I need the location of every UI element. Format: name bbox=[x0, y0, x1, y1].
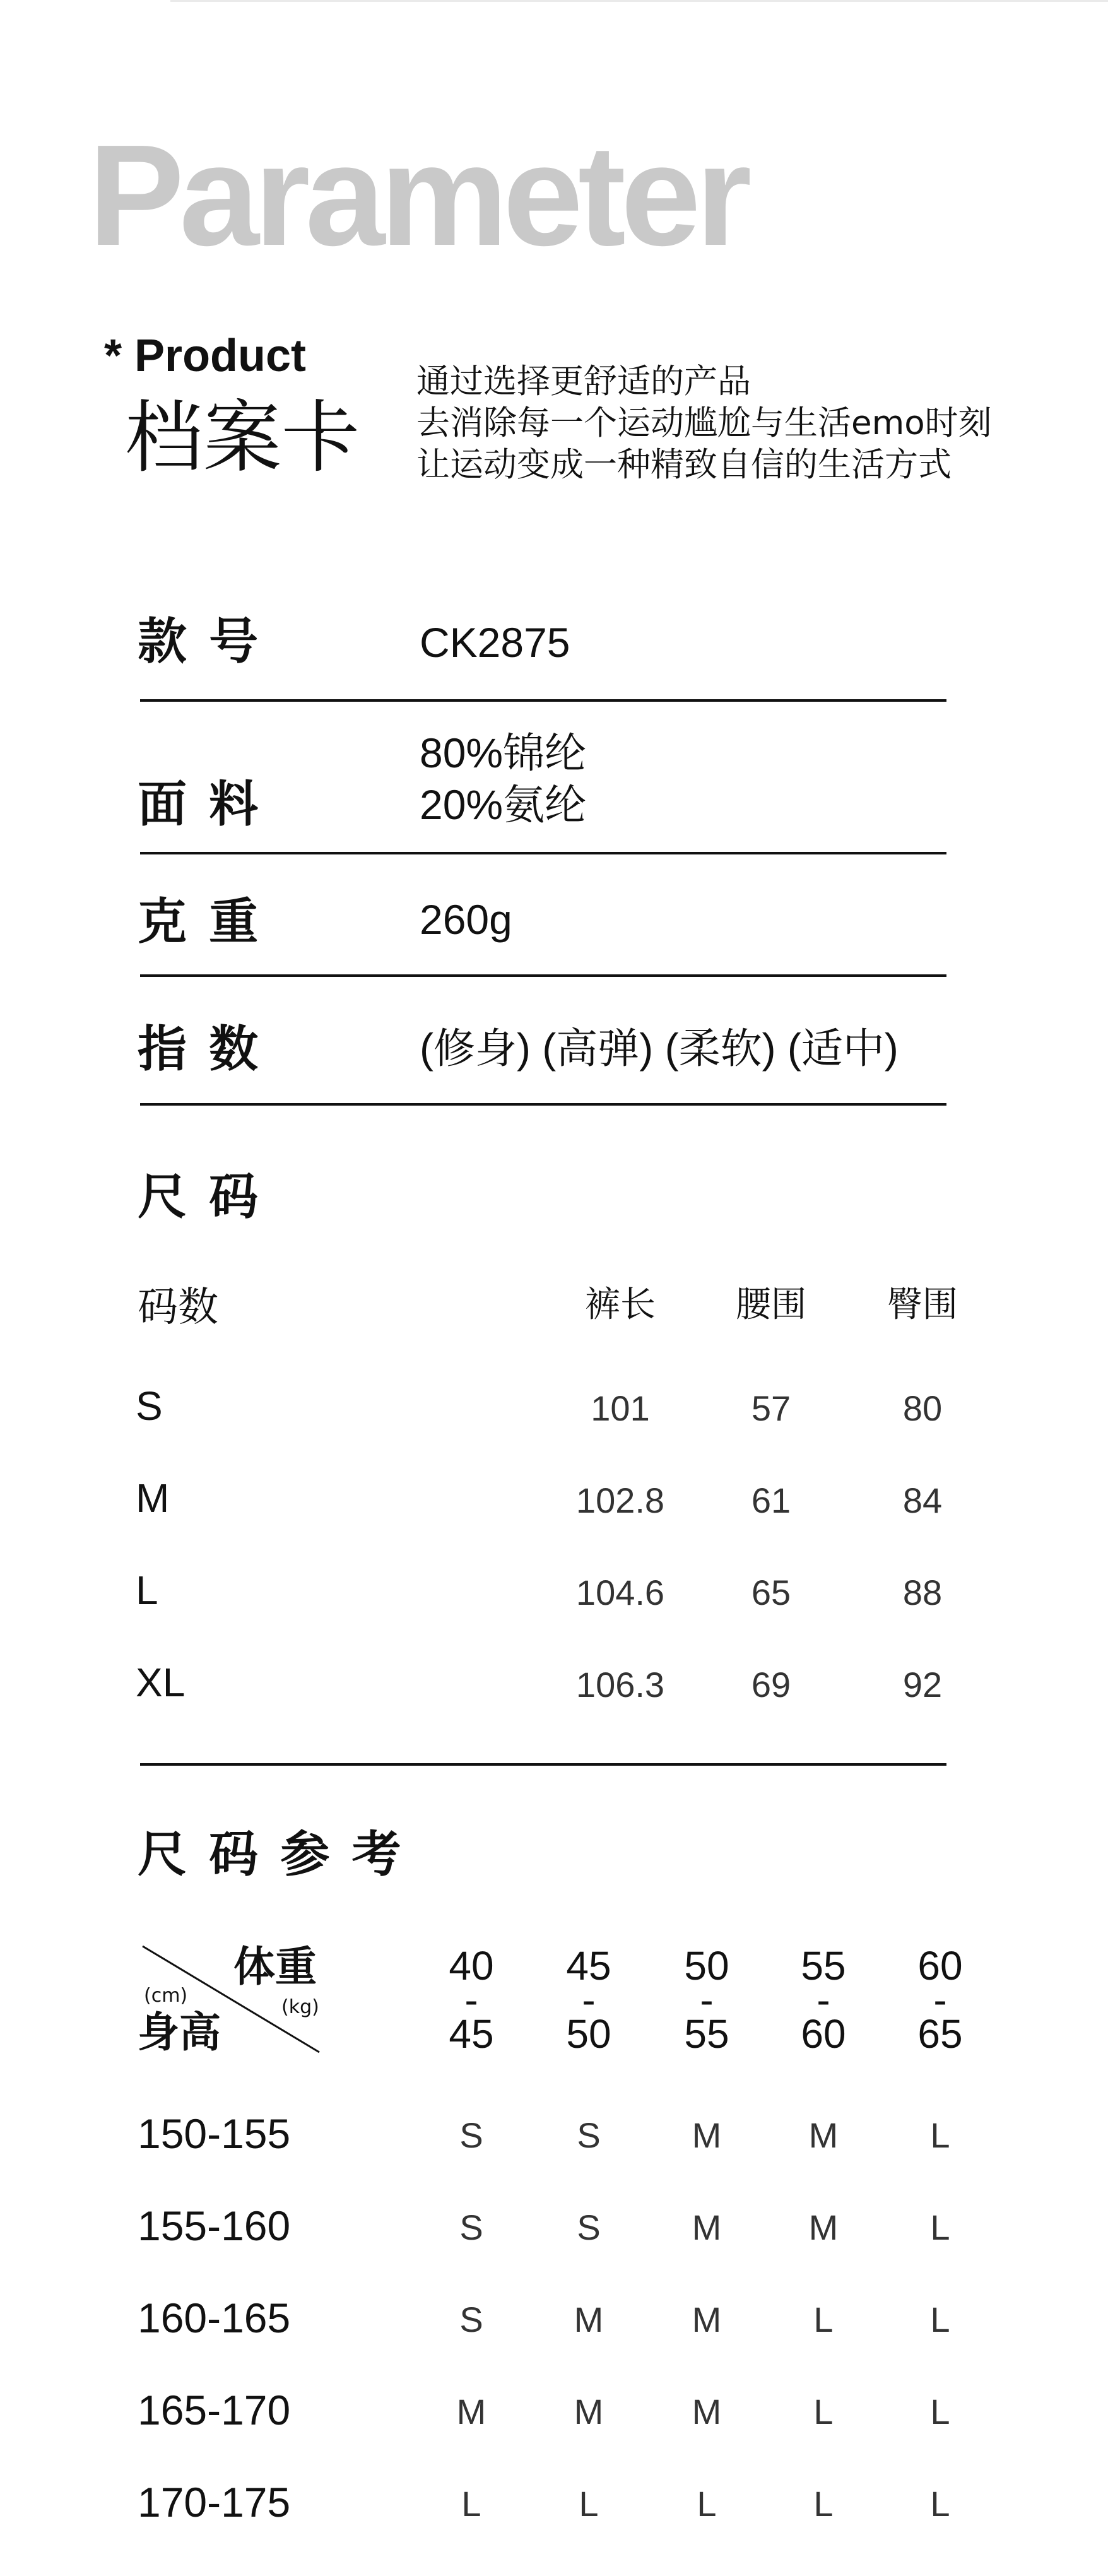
size-cell: L bbox=[813, 2392, 834, 2431]
length-column-header: 裤长 bbox=[585, 1284, 656, 1325]
size-cell: M bbox=[808, 2115, 839, 2155]
table-cell: 65 bbox=[751, 1573, 791, 1612]
fabric-value: 20%氨纶 bbox=[420, 781, 587, 828]
fabric-value: 80%锦纶 bbox=[420, 730, 587, 776]
range-dash: - bbox=[816, 1977, 830, 2023]
slogan-line: 通过选择更舒适的产品 bbox=[416, 362, 751, 401]
size-cell: S bbox=[577, 2115, 601, 2155]
weight-unit: (kg) bbox=[281, 1996, 319, 2018]
size-cell: L bbox=[579, 2484, 599, 2524]
weight-to: 50 bbox=[566, 2011, 611, 2057]
size-name: XL bbox=[136, 1660, 186, 1705]
table-cell: 101 bbox=[591, 1388, 650, 1428]
weight-to: 65 bbox=[917, 2011, 963, 2057]
table-cell: 84 bbox=[902, 1480, 943, 1520]
height-range: 150-155 bbox=[138, 2110, 291, 2157]
style-value: CK2875 bbox=[420, 619, 570, 666]
weight-range-header bbox=[449, 1943, 494, 2057]
table-cell: 104.6 bbox=[575, 1573, 665, 1612]
divider bbox=[140, 974, 946, 977]
range-dash: - bbox=[700, 1977, 714, 2023]
size-cell: L bbox=[461, 2484, 481, 2524]
slogan bbox=[416, 361, 992, 486]
table-cell: 102.8 bbox=[575, 1480, 665, 1520]
size-cell: L bbox=[930, 2115, 950, 2155]
table-cell: 57 bbox=[751, 1388, 791, 1428]
divider bbox=[140, 1763, 946, 1766]
index-label: 指 数 bbox=[138, 1021, 261, 1078]
weight-range-header bbox=[684, 1943, 729, 2057]
size-column-header: 码数 bbox=[138, 1284, 218, 1331]
height-range: 170-175 bbox=[138, 2479, 291, 2526]
waist-column-header: 腰围 bbox=[736, 1284, 806, 1325]
weight-label: 克 重 bbox=[138, 894, 261, 950]
range-dash: - bbox=[464, 1977, 478, 2023]
slogan-line: 让运动变成一种精致自信的生活方式 bbox=[416, 446, 952, 484]
divider bbox=[140, 699, 946, 702]
size-cell: L bbox=[697, 2484, 717, 2524]
size-name: S bbox=[136, 1383, 163, 1429]
size-cell: M bbox=[808, 2207, 839, 2247]
size-cell: M bbox=[574, 2300, 604, 2339]
product-label-cn: 档案卡 bbox=[125, 393, 360, 483]
slogan-line: 去消除每一个运动尴尬与生活emo时刻 bbox=[416, 404, 992, 442]
weight-to: 45 bbox=[449, 2011, 494, 2057]
weight-range-header bbox=[801, 1943, 846, 2057]
height-corner-label: 身高 bbox=[138, 2008, 221, 2057]
weight-range-header bbox=[566, 1943, 611, 2057]
table-cell: 92 bbox=[902, 1665, 943, 1705]
size-cell: S bbox=[459, 2300, 483, 2339]
size-cell: L bbox=[930, 2207, 950, 2247]
size-cell: L bbox=[930, 2484, 950, 2524]
size-cell: M bbox=[574, 2392, 604, 2431]
hip-column-header: 臀围 bbox=[887, 1284, 958, 1325]
size-cell: M bbox=[692, 2115, 722, 2155]
range-dash: - bbox=[582, 1977, 596, 2023]
table-cell: 69 bbox=[751, 1665, 791, 1705]
height-range: 155-160 bbox=[138, 2202, 291, 2249]
size-cell: L bbox=[930, 2300, 950, 2339]
table-cell: 88 bbox=[902, 1573, 943, 1612]
table-cell: 61 bbox=[751, 1480, 791, 1520]
divider bbox=[140, 852, 946, 854]
table-cell: 106.3 bbox=[575, 1665, 665, 1705]
size-name: L bbox=[136, 1568, 158, 1613]
weight-from: 40 bbox=[449, 1943, 494, 1988]
height-range: 160-165 bbox=[138, 2295, 291, 2341]
weight-from: 45 bbox=[566, 1943, 611, 1988]
size-cell: M bbox=[456, 2392, 486, 2431]
style-label: 款 号 bbox=[138, 613, 261, 670]
fabric-label: 面 料 bbox=[138, 776, 261, 833]
size-cell: M bbox=[692, 2207, 722, 2247]
height-unit: (cm) bbox=[144, 1985, 188, 2007]
table-cell: 80 bbox=[902, 1388, 943, 1428]
size-cell: L bbox=[930, 2392, 950, 2431]
weight-to: 60 bbox=[801, 2011, 846, 2057]
weight-value: 260g bbox=[420, 896, 512, 943]
index-value: (修身) (高弹) (柔软) (适中) bbox=[420, 1025, 899, 1072]
product-label-en: * Product bbox=[104, 331, 307, 381]
range-dash: - bbox=[933, 1977, 947, 2023]
size-cell: L bbox=[813, 2484, 834, 2524]
size-name: M bbox=[136, 1475, 170, 1521]
size-cell: S bbox=[459, 2115, 483, 2155]
size-cell: S bbox=[459, 2207, 483, 2247]
weight-range-header bbox=[917, 1943, 963, 2057]
weight-corner-label: 体重 bbox=[233, 1942, 317, 1991]
page-title: Parameter bbox=[88, 115, 747, 276]
weight-from: 60 bbox=[917, 1943, 963, 1988]
height-range: 165-170 bbox=[138, 2387, 291, 2433]
divider bbox=[140, 1103, 946, 1106]
size-cell: S bbox=[577, 2207, 601, 2247]
size-cell: M bbox=[692, 2392, 722, 2431]
weight-from: 50 bbox=[684, 1943, 729, 1988]
top-divider bbox=[170, 0, 1108, 2]
weight-from: 55 bbox=[801, 1943, 846, 1988]
size-cell: L bbox=[813, 2300, 834, 2339]
size-reference-title: 尺 码 参 考 bbox=[138, 1826, 404, 1883]
weight-to: 55 bbox=[684, 2011, 729, 2057]
size-chart-title: 尺 码 bbox=[138, 1169, 261, 1226]
size-cell: M bbox=[692, 2300, 722, 2339]
